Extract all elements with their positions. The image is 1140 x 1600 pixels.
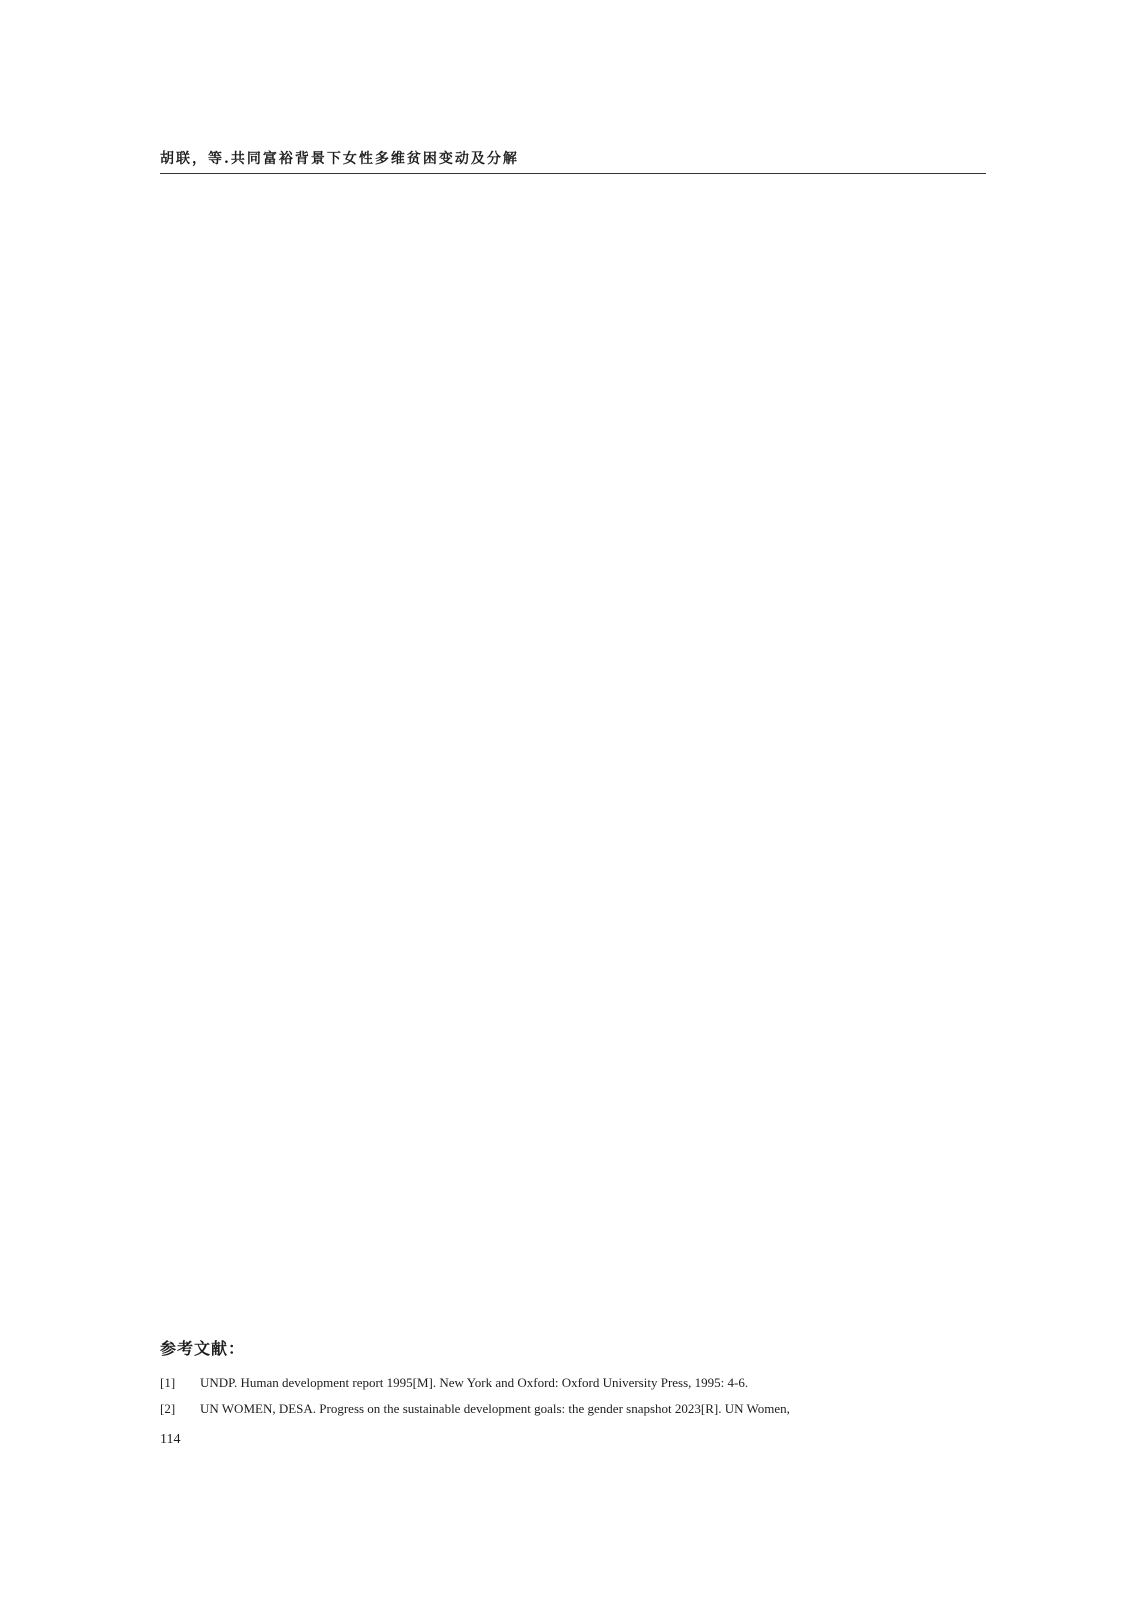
reference-number: [2] bbox=[160, 1401, 176, 1416]
header-rule bbox=[160, 173, 986, 174]
reference-number: [1] bbox=[160, 1375, 176, 1390]
page-number: 114 bbox=[160, 1432, 181, 1447]
references-title: 参考文献： bbox=[160, 1339, 246, 1358]
running-header: 胡联，等.共同富裕背景下女性多维贫困变动及分解 bbox=[160, 151, 519, 167]
reference-text: UNDP. Human development report 1995[M]. New York and Oxford: Oxford University Press, 1995: 4-6. bbox=[200, 1375, 749, 1390]
reference-item bbox=[160, 1396, 986, 1422]
references-list bbox=[160, 1370, 986, 1422]
reference-item bbox=[160, 1370, 986, 1396]
reference-text: UN WOMEN, DESA. Progress on the sustainable development goals: the gender snapshot 2023[R]. UN Women, bbox=[200, 1401, 790, 1416]
page bbox=[160, 0, 986, 1600]
